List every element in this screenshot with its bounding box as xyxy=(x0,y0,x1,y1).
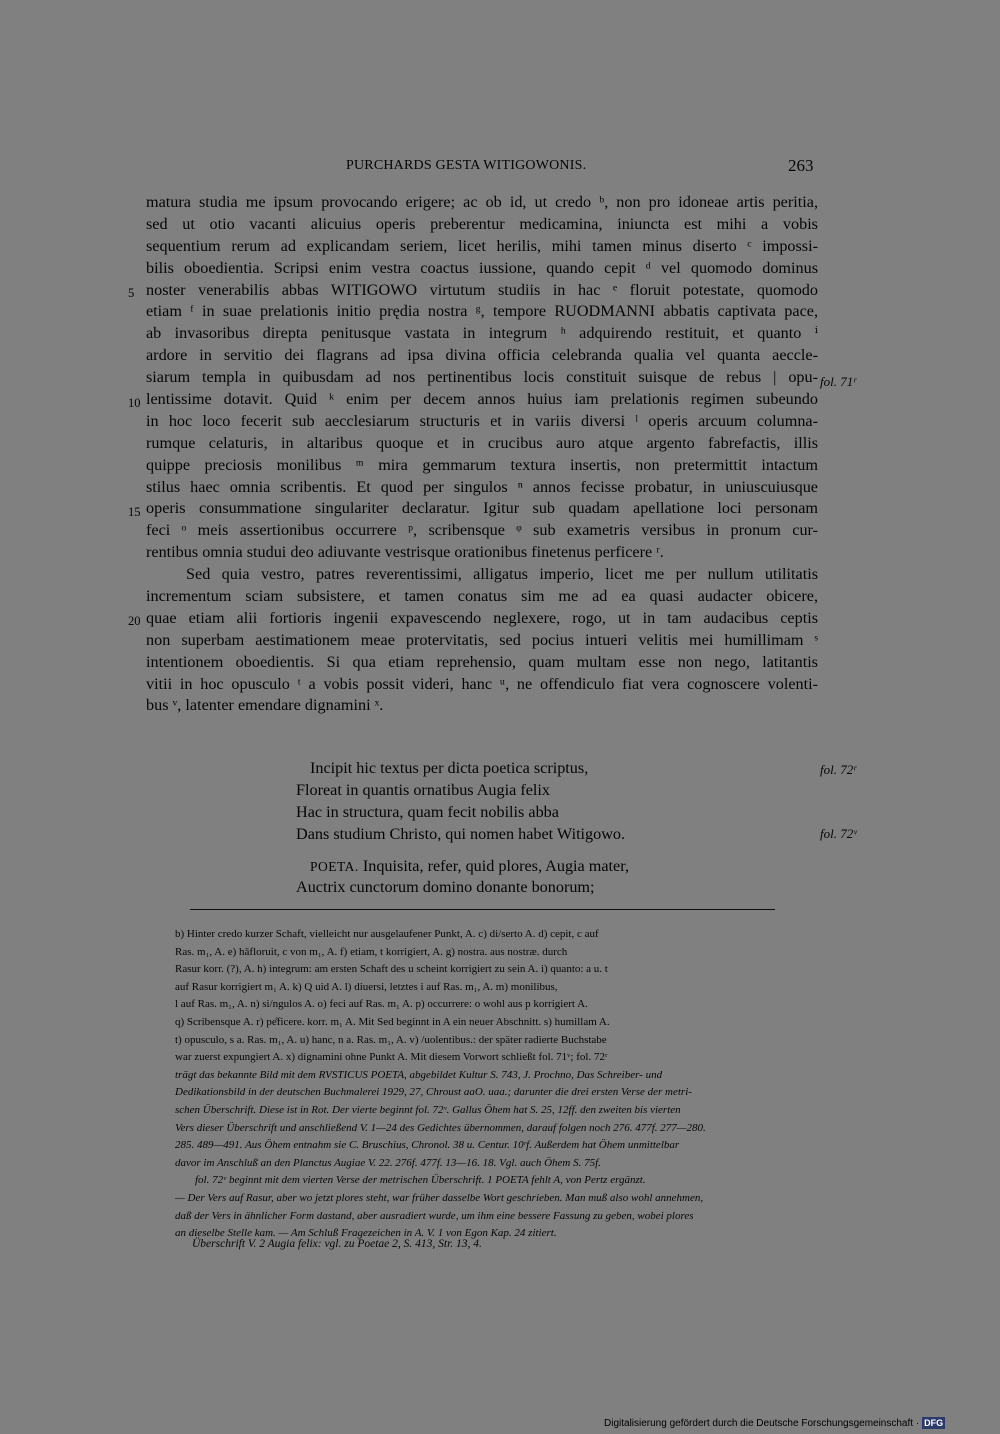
text-line: sed ut otio vacanti alicuius operis preberentur medicamina, iniuncta est mihi a vobis xyxy=(146,214,818,233)
line-number: 10 xyxy=(128,396,141,410)
text-line: quae etiam alii fortioris ingenii expavescendo neglexere, rogo, ut in tam audacibus ceptis xyxy=(146,608,818,627)
footnote-line: Vers dieser Überschrift und anschließend V. 1—24 des Gedichtes übernommen, darauf folgen noch 276. 477f. 277—280. xyxy=(175,1121,706,1134)
text-line: matura studia me ipsum provocando erigere; ac ob id, ut credo ᵇ, non pro idoneae artis peritia, xyxy=(146,193,818,211)
line-number: 5 xyxy=(128,286,135,300)
footnotes xyxy=(175,926,820,1243)
footnote-line: q) Scribensque A. r) pe̊ficere. korr. m₁ A. Mit Sed beginnt in A ein neuer Abschnitt. s) humillam A. xyxy=(175,1015,610,1028)
verse-line: Incipit hic textus per dicta poetica scriptus, xyxy=(310,759,589,777)
text-line: siarum templa in quibusdam ad nos pertinentibus locis constituit suisque de rebus | opu- xyxy=(146,368,818,387)
text-line: incrementum sciam subsistere, et tamen conatus sim me ad ea quasi audacter obicere, xyxy=(146,587,818,606)
verse-block xyxy=(296,758,629,899)
text-line: rumque celaturis, in altaribus quoque et in crucibus auro atque argento fabrefactis, illis xyxy=(146,433,818,452)
footnote-line: l auf Ras. m₁, A. n) si/ngulos A. o) feci auf Ras. m₁ A. p) occurrere: o wohl aus p korrigiert A. xyxy=(175,998,588,1011)
footnote-line: t) opusculo, s a. Ras. m₁, A. u) hanc, n a. Ras. m₁, A. v) /uolentibus.: der später radierte Buchstabe xyxy=(175,1033,607,1046)
text-line: operis consummatione singulariter declaratur. Igitur sub quadam apellatione loci personam xyxy=(146,499,818,518)
line-number: 20 xyxy=(128,614,141,628)
text-line: intentionem oboedientis. Si qua etiam reprehensio, quam multam esse non nego, latitantis xyxy=(146,652,818,671)
text-line: bilis oboedientia. Scripsi enim vestra coactus iussione, quando cepit ᵈ vel quomodo dominus xyxy=(146,258,818,277)
footnote-line: an dieselbe Stelle kam. — Am Schluß Fragezeichen in A. V. 1 von Egon Kap. 24 zitiert. xyxy=(175,1227,557,1240)
footnote-line: daß der Vers in ähnlicher Form dastand, aber ausradiert wurde, um ihm eine bessere Fassung zu geben, wobei plores xyxy=(175,1209,694,1222)
poeta-label: POETA. xyxy=(310,858,359,874)
verse-line: Dans studium Christo, qui nomen habet Witigowo. xyxy=(296,824,626,843)
folio-note: fol. 72ᵛ xyxy=(820,826,857,841)
text-line: ab invasoribus direpta penitusque vastata in integrum ʰ adquirendo restituit, et quanto ⁱ xyxy=(146,324,818,343)
footnote-line: Dedikationsbild in der deutschen Buchmalerei 1929, 27, Chroust aaO. uaa.; darunter die drei ersten Verse der metri- xyxy=(175,1086,692,1099)
text-line: in hoc loco fecerit sub aecclesiarum structuris et in variis diversi ˡ operis arcuum columna- xyxy=(146,411,818,430)
text-line: rentibus omnia studui deo adiuvante vestrisque orationibus finetenus perficere ʳ. xyxy=(146,543,664,562)
dfg-logo: DFG xyxy=(924,1418,944,1428)
footnote-line: war zuerst expungiert A. x) dignamini ohne Punkt A. Mit diesem Vorwort schließt fol. 71ᵛ; fol. 72ʳ xyxy=(175,1051,608,1064)
text-line: non superbam aestimationem meae protervitatis, sed pocius intueri velitis mei humillimam ˢ xyxy=(146,630,818,649)
text-line: ardore in servitio dei flagrans ad ipsa divina officia celebranda qualia vel quanta aeccle- xyxy=(146,346,818,365)
text-line: stilus haec omnia scribentis. Et quod per singulos ⁿ annos fecisse probatur, in uniuscuiusque xyxy=(146,477,818,496)
running-title: PURCHARDS GESTA WITIGOWONIS. xyxy=(346,158,587,173)
footnote-line: davor im Anschluß an den Planctus Augiae V. 22. 276f. 477f. 13—16. 18. Vgl. auch Öhem S. 75f. xyxy=(175,1156,601,1169)
footnote-line: trägt das bekannte Bild mit dem RVSTICUS POETA, abgebildet Kultur S. 743, J. Prochno, Das Schreiber- und xyxy=(175,1068,663,1081)
digitization-credit xyxy=(604,1416,945,1430)
footnote-line: Rasur korr. (?), A. h) integrum: am ersten Schaft des u scheint korrigiert zu sein A. i) quanto: a u. t xyxy=(175,963,608,976)
poeta-verse: Inquisita, refer, quid plores, Augia mater, xyxy=(362,856,630,875)
digitization-text: Digitalisierung gefördert durch die Deutsche Forschungsgemeinschaft · xyxy=(604,1417,920,1429)
footnote-line: auf Rasur korrigiert m₁ A. k) Q uid A. l) diuersi, letztes i auf Ras. m₁, A. m) monilibus, xyxy=(175,980,558,993)
footnote-line: schen Überschrift. Diese ist in Rot. Der vierte beginnt fol. 72ᵛ. Gallus Öhem hat S. 25, 12ff. den zweiten bis vierten xyxy=(175,1103,681,1116)
text-line: lentissime dotavit. Quid ᵏ enim per decem annos huius iam prelationis regimen subeundo xyxy=(146,390,818,409)
verse-line: Auctrix cunctorum domino donante bonorum; xyxy=(296,878,595,897)
footnote-line: Ras. m₁, A. e) hāfloruit, c von m₁, A. f) etiam, t korrigiert, A. g) nostra. aus nostræ. durch xyxy=(175,945,568,958)
verse-line: Hac in structura, quam fecit nobilis abba xyxy=(296,802,559,821)
text-line: bus ᵛ, latenter emendare dignamini ˣ. xyxy=(146,696,384,715)
text-line: sequentium rerum ad explicandam seriem, licet herilis, mihi tamen minus diserto ᶜ impossi- xyxy=(146,236,818,255)
footnote-line: b) Hinter credo kurzer Schaft, vielleicht nur ausgelaufener Punkt, A. c) di/serto A. d) cepit, c auf xyxy=(175,928,599,940)
footnote-rule xyxy=(190,909,775,910)
footnote-line: fol. 72ᵛ beginnt mit dem vierten Verse der metrischen Überschrift. 1 POETA fehlt A, von Pertz ergänzt. xyxy=(195,1174,646,1187)
text-line: vitii in hoc opusculo ᵗ a vobis possit videri, hanc ᵘ, ne offendiculo fiat vera cognoscere volenti- xyxy=(146,674,818,693)
footnote-line: — Der Vers auf Rasur, aber wo jetzt plores steht, war früher dasselbe Wort geschrieben. Man muß also wohl annehmen, xyxy=(175,1191,704,1204)
folio-note: fol. 71ʳ xyxy=(820,374,857,389)
text-line: Sed quia vestro, patres reverentissimi, alligatus imperio, licet me per nullum utilitatis xyxy=(186,565,818,584)
verse-line xyxy=(296,856,629,878)
text-line: quippe preciosis monilibus ᵐ mira gemmarum textura insertis, non pretermittit intactum xyxy=(146,455,818,474)
text-line: noster venerabilis abbas WITIGOWO virtutum studiis in hac ᵉ floruit potestate, quomodo xyxy=(146,280,818,299)
text-line: feci ᵒ meis assertionibus occurrere ᵖ, scribensque ᵠ sub exametris versibus in pronum cur- xyxy=(146,521,818,540)
page-number: 263 xyxy=(788,156,814,175)
folio-note: fol. 72ʳ xyxy=(820,762,857,777)
text-line: etiam ᶠ in suae prelationis initio prędia nostra ᵍ, tempore RUODMANNI abbatis captivata pace, xyxy=(146,302,818,321)
footnote-line: 285. 489—491. Aus Öhem entnahm sie C. Bruschius, Chronol. 38 u. Centur. 10ʳf. Außerdem hat Öhem unmittelbar xyxy=(175,1139,680,1152)
line-number: 15 xyxy=(128,505,141,519)
critical-note: Überschrift V. 2 Augia felix: vgl. zu Poetae 2, S. 413, Str. 13, 4. xyxy=(192,1238,482,1250)
main-text xyxy=(146,192,818,717)
verse-line: Floreat in quantis ornatibus Augia felix xyxy=(296,780,551,799)
